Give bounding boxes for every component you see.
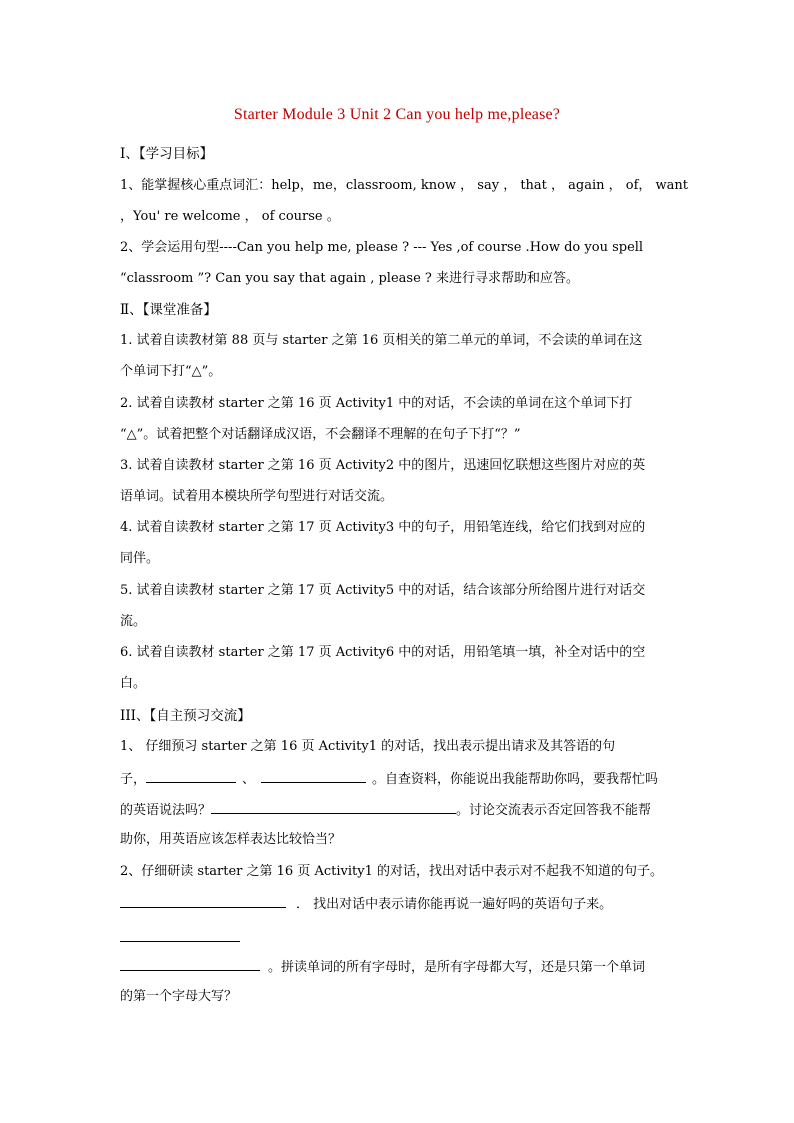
prep-2-line-2: “△”。试着把整个对话翻译成汉语，不会翻译不理解的在句子下打“？” [120, 427, 521, 442]
preview-1-line-1: 1、 仔细预习 starter 之第 16 页 Activity1 的对话，找出表示提出请求及其答语的句 [120, 739, 616, 754]
prep-5-line-1: 5. 试着自读教材 starter 之第 17 页 Activity5 中的对话，结合该部分所给图片进行对话交 [120, 583, 646, 598]
preview-1-text-b: 、 [242, 772, 256, 787]
answer-blank[interactable] [261, 768, 366, 783]
preview-2-text-b: ． 找出对话中表示请你能再说一遍好吗的英语句子来。 [296, 897, 613, 912]
preview-2-text-c: 。拼读单词的所有字母时，是所有字母都大写，还是只第一个单词 [268, 960, 646, 975]
prep-4-line-2: 同伴。 [120, 551, 160, 566]
prep-1-line-2: 个单词下打“△”。 [120, 364, 222, 379]
prep-6-line-1: 6. 试着自读教材 starter 之第 17 页 Activity6 中的对话，用铅笔填一填，补全对话中的空 [120, 645, 646, 660]
prep-1-line-1: 1. 试着自读教材第 88 页与 starter 之第 16 页相关的第二单元的单词，不会读的单词在这 [120, 333, 643, 348]
goal-1-line-2: ，You' re welcome ， of course 。 [120, 209, 340, 224]
page-title: Starter Module 3 Unit 2 Can you help me,please? [233, 106, 561, 123]
prep-6-line-2: 白。 [120, 676, 147, 691]
goal-2-line-1: 2、学会运用句型----Can you help me, please ? --- Yes ,of course .How do you spell [120, 240, 644, 255]
preview-2-line-2 [120, 893, 612, 915]
section-heading-prep: Ⅱ、【课堂准备】 [120, 302, 217, 318]
preview-1-text-a: 子， [120, 772, 147, 787]
answer-blank[interactable] [146, 768, 236, 783]
preview-2-line-5: 的第一个字母大写？ [120, 989, 238, 1004]
section-heading-goals: Ⅰ、【学习目标】 [120, 146, 214, 162]
prep-5-line-2: 流。 [120, 614, 147, 629]
prep-3-line-1: 3. 试着自读教材 starter 之第 16 页 Activity2 中的图片，迅速回忆联想这些图片对应的英 [120, 458, 646, 473]
preview-1-text-e: 。讨论交流表示否定回答我不能帮 [456, 803, 652, 818]
preview-1-line-4: 助你，用英语应该怎样表达比较恰当？ [120, 832, 342, 847]
preview-1-line-3 [120, 799, 651, 821]
prep-3-line-2: 语单词。试着用本模块所学句型进行对话交流。 [120, 489, 394, 504]
answer-blank[interactable] [120, 893, 286, 908]
preview-2-line-1: 2、仔细研读 starter 之第 16 页 Activity1 的对话，找出对话中表示对不起我不知道的句子。 [120, 864, 663, 879]
section-heading-preview: III、【自主预习交流】 [120, 708, 251, 724]
answer-blank[interactable] [120, 956, 260, 971]
answer-blank[interactable] [120, 941, 240, 942]
preview-1-text-d: 的英语说法吗？ [120, 803, 212, 818]
prep-4-line-1: 4. 试着自读教材 starter 之第 17 页 Activity3 中的句子，用铅笔连线，给它们找到对应的 [120, 520, 646, 535]
preview-2-line-4 [120, 956, 645, 978]
prep-2-line-1: 2. 试着自读教材 starter 之第 16 页 Activity1 中的对话，不会读的单词在这个单词下打 [120, 396, 633, 411]
goal-1-line-1: 1、能掌握核心重点词汇：help，me，classroom, know ， say ， that ， again ， of， want [120, 178, 689, 193]
preview-1-text-c: 。自查资料，你能说出我能帮助你吗，要我帮忙吗 [372, 772, 659, 787]
answer-blank[interactable] [211, 799, 456, 814]
goal-2-line-2: “classroom ”? Can you say that again , please ? 来进行寻求帮助和应答。 [120, 271, 580, 286]
preview-1-line-2 [120, 768, 658, 790]
